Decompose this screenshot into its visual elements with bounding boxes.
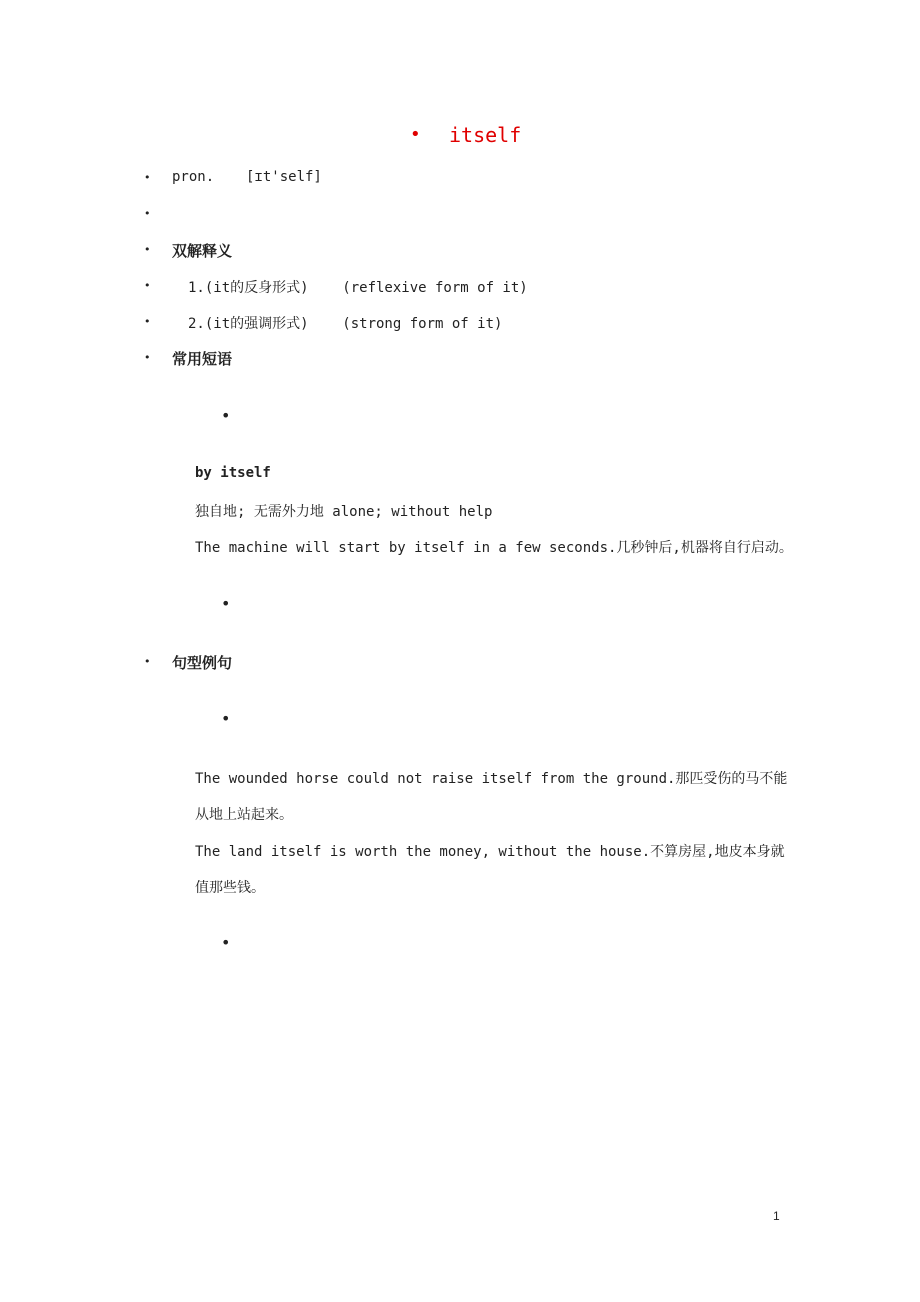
phrase-definition: 独自地; 无需外力地 alone; without help <box>195 504 493 520</box>
phonetic: [ɪt'self] <box>246 169 322 185</box>
meaning-item: 2.(it的强调形式) (strong form of it) <box>188 316 503 332</box>
list-bullet: • <box>144 207 151 220</box>
sub-bullet: • <box>221 594 231 613</box>
page-number: 1 <box>773 1209 780 1223</box>
meanings-heading: 双解释义 <box>172 242 233 260</box>
list-bullet: • <box>144 243 151 256</box>
headword-title: itself <box>449 123 522 147</box>
list-bullet: • <box>144 279 151 292</box>
list-bullet: • <box>144 171 151 184</box>
sub-bullet: • <box>221 709 231 728</box>
examples-heading: 句型例句 <box>172 654 233 672</box>
phrase-term: by itself <box>195 465 271 481</box>
meaning-item: 1.(it的反身形式) (reflexive form of it) <box>188 280 528 296</box>
list-bullet: • <box>144 351 151 364</box>
title-bullet: • <box>410 124 421 145</box>
sub-bullet: • <box>221 406 231 425</box>
example-sentence: The land itself is worth the money, without the house.不算房屋,地皮本身就 <box>195 844 785 860</box>
list-bullet: • <box>144 655 151 668</box>
part-of-speech: pron. <box>172 169 215 185</box>
list-bullet: • <box>144 315 151 328</box>
example-sentence: The wounded horse could not raise itself from the ground.那匹受伤的马不能 <box>195 771 788 787</box>
sub-bullet: • <box>221 933 231 952</box>
example-sentence-cont: 值那些钱。 <box>195 880 265 896</box>
phrases-heading: 常用短语 <box>172 350 233 368</box>
example-sentence-cont: 从地上站起来。 <box>195 807 293 823</box>
phrase-example: The machine will start by itself in a few seconds.几秒钟后,机器将自行启动。 <box>195 540 793 556</box>
